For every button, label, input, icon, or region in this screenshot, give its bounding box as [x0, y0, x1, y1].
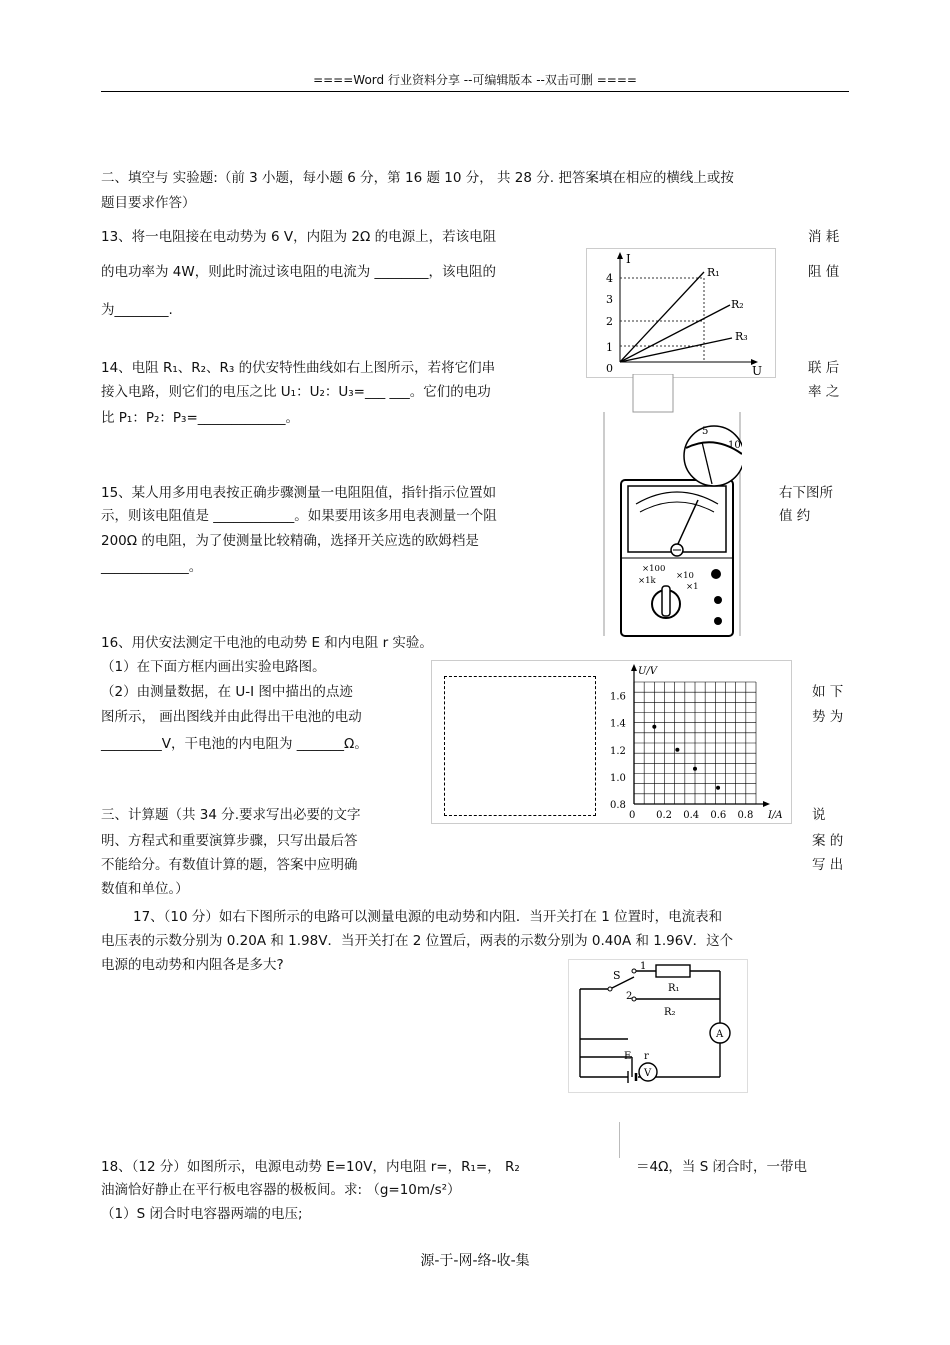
label-pos2: 2	[626, 991, 633, 1002]
dial-mark-5: 5	[702, 426, 709, 437]
ui-scatter-chart	[604, 660, 790, 822]
iu-curves-figure	[586, 248, 776, 378]
section3-line3: 不能给分。有数值计算的题，答案中应明确	[101, 857, 358, 873]
q16-line5: _________V，干电池的内电阻为 _______Ω。	[101, 736, 368, 752]
label-r1: R₁	[668, 983, 680, 994]
q14-line2: 接入电路，则它们的电压之比 U₁：U₂：U₃=___ ___。它们的电功	[101, 384, 491, 400]
page-header: ====Word 行业资料分享 --可编辑版本 --双击可删 ====	[313, 73, 637, 87]
terminal-1[interactable]	[711, 569, 721, 579]
curve-r2-label: R₂	[731, 298, 744, 311]
dashed-answer-frame[interactable]	[444, 676, 596, 816]
chart-x-label: I/A	[768, 810, 783, 821]
label-ammeter: A	[716, 1029, 724, 1040]
switch-pivot	[608, 987, 612, 991]
q16-line3: （2）由测量数据，在 U-I 图中描出的点迹	[101, 684, 353, 700]
meter-face	[628, 486, 726, 552]
chart-ticks	[610, 692, 753, 821]
y-tick-label: 1.4	[610, 718, 626, 730]
y-tick-2: 2	[606, 315, 613, 328]
q18-line1-right: ＝4Ω，当 S 闭合时，一带电	[636, 1159, 808, 1175]
x-tick-label: 0	[629, 810, 636, 821]
y-tick-label: 1.2	[610, 745, 626, 757]
range-x10: ×10	[676, 571, 694, 581]
q14-line3: 比 P₁：P₂：P₃=_____________。	[101, 410, 300, 426]
q13-line2: 的电功率为 4W，则此时流过该电阻的电流为 ________，该电阻的	[101, 264, 497, 280]
terminal-2[interactable]	[714, 596, 722, 604]
q14-line2-right: 率 之	[808, 384, 840, 400]
q16-line3-right: 如 下	[812, 684, 844, 700]
q15-line1-right: 右下图所	[779, 485, 833, 501]
y-axis-arrow	[631, 664, 637, 671]
curve-r1-label: R₁	[707, 266, 720, 279]
header-divider	[101, 91, 849, 92]
q14-line1: 14、电阻 R₁、R₂、R₃ 的伏安特性曲线如右上图所示，若将它们串	[101, 360, 496, 376]
curve-r3	[620, 338, 732, 362]
label-s: S	[613, 969, 621, 982]
q15-line4: _____________。	[101, 559, 203, 575]
circuit-figure	[568, 959, 748, 1093]
label-r2: R₂	[664, 1007, 676, 1018]
chart-points	[652, 725, 720, 790]
q16-line1: 16、用伏安法测定干电池的电动势 E 和内电阻 r 实验。	[101, 635, 433, 651]
q13-line3: 为________.	[101, 302, 173, 318]
q18-line1: 18、（12 分）如图所示，电源电动势 E=10V，内电阻 r=，R₁=， R₂	[101, 1159, 520, 1175]
y-axis-label: I	[626, 252, 631, 266]
chart-y-label: U/V	[638, 666, 658, 677]
q16-line4-right: 势 为	[812, 709, 844, 725]
data-point	[675, 748, 679, 752]
curve-r1	[620, 272, 704, 362]
section3-line3-right: 写 出	[812, 857, 844, 873]
range-x1: ×1	[686, 582, 699, 592]
label-pos1: 1	[640, 961, 647, 972]
label-voltmeter: V	[644, 1068, 652, 1079]
terminal-3[interactable]	[714, 617, 722, 625]
switch-contact-1	[632, 969, 636, 973]
q18-divider	[619, 1122, 620, 1158]
data-point	[693, 767, 697, 771]
section3-line2: 明、方程式和重要演算步骤，只写出最后答	[101, 833, 358, 849]
y-axis-arrow	[617, 252, 623, 259]
switch-contact-2	[632, 997, 636, 1001]
q18-line2: 油滴恰好静止在平行板电容器的极板间。求: （g=10m/s²）	[101, 1182, 461, 1198]
q16-line2: （1）在下面方框内画出实验电路图。	[101, 659, 326, 675]
y-tick-1: 1	[606, 341, 613, 354]
x-tick-label: 0.8	[737, 810, 754, 821]
multimeter-figure	[602, 374, 742, 638]
range-selector-pointer	[662, 586, 670, 616]
q13-line1: 13、将一电阻接在电动势为 6 V，内阻为 2Ω 的电源上，若该电阻	[101, 229, 497, 245]
q15-line3: 200Ω 的电阻，为了使测量比较精确，选择开关应选的欧姆档是	[101, 533, 479, 549]
page-footer: 源-于-网-络-收-集	[420, 1253, 530, 1269]
section3-line1-right: 说	[812, 807, 826, 823]
x-axis-label: U	[752, 364, 763, 378]
meter-top-tab	[633, 374, 673, 412]
label-r: r	[644, 1051, 649, 1062]
q13-line2-right: 阻 值	[808, 264, 840, 280]
section3-line4: 数值和单位。）	[101, 881, 189, 897]
x-axis-arrow	[763, 801, 770, 807]
curve-r2	[620, 305, 730, 362]
range-x100: ×100	[642, 564, 666, 574]
q17-line2: 电压表的示数分别为 0.20A 和 1.98V．当开关打在 2 位置后，两表的示数分别为 0.40A 和 1.96V．这个	[101, 933, 734, 949]
q15-line2-right: 值 约	[779, 508, 811, 524]
q15-line1: 15、某人用多用电表按正确步骤测量一电阻阻值，指针指示位置如	[101, 485, 497, 501]
label-e: E	[624, 1051, 632, 1062]
q13-line1-right: 消 耗	[808, 229, 840, 245]
x-tick-label: 0.4	[683, 810, 700, 821]
q16-line4: 图所示， 画出图线并由此得出干电池的电动	[101, 709, 362, 725]
section2-title-line2: 题目要求作答）	[101, 195, 196, 211]
magnifier-circle	[684, 426, 742, 486]
x-tick-label: 0.2	[656, 810, 673, 821]
chart-grid	[631, 664, 770, 807]
y-tick-label: 1.6	[610, 691, 626, 703]
y-tick-3: 3	[606, 293, 613, 306]
data-point	[716, 786, 720, 790]
section3-line2-right: 案 的	[812, 833, 844, 849]
resistor-r1	[656, 965, 690, 977]
q18-line3: （1）S 闭合时电容器两端的电压;	[101, 1206, 303, 1222]
x-tick-label: 0.6	[710, 810, 727, 821]
section3-line1: 三、计算题（共 34 分.要求写出必要的文字	[101, 807, 361, 823]
y-tick-label: 0.8	[610, 800, 626, 811]
curve-r3-label: R₃	[735, 330, 748, 343]
q17-line3: 电源的电动势和内阻各是多大?	[101, 957, 284, 973]
q17-line1: 17、（10 分）如右下图所示的电路可以测量电源的电动势和内阻．当开关打在 1 位置时，电流表和	[133, 909, 723, 925]
origin-label: 0	[606, 362, 613, 375]
q14-line1-right: 联 后	[808, 360, 840, 376]
q15-line2: 示，则该电阻值是 ____________。如果要用该多用电表测量一个阻	[101, 508, 497, 524]
section2-title-line1: 二、填空与 实验题:（前 3 小题，每小题 6 分，第 16 题 10 分， 共 28 分. 把答案填在相应的横线上或按	[101, 170, 734, 186]
data-point	[652, 725, 656, 729]
y-tick-label: 1.0	[610, 772, 626, 784]
range-x1k: ×1k	[638, 576, 656, 586]
dial-mark-10: 10	[728, 440, 741, 451]
y-tick-4: 4	[606, 272, 613, 285]
